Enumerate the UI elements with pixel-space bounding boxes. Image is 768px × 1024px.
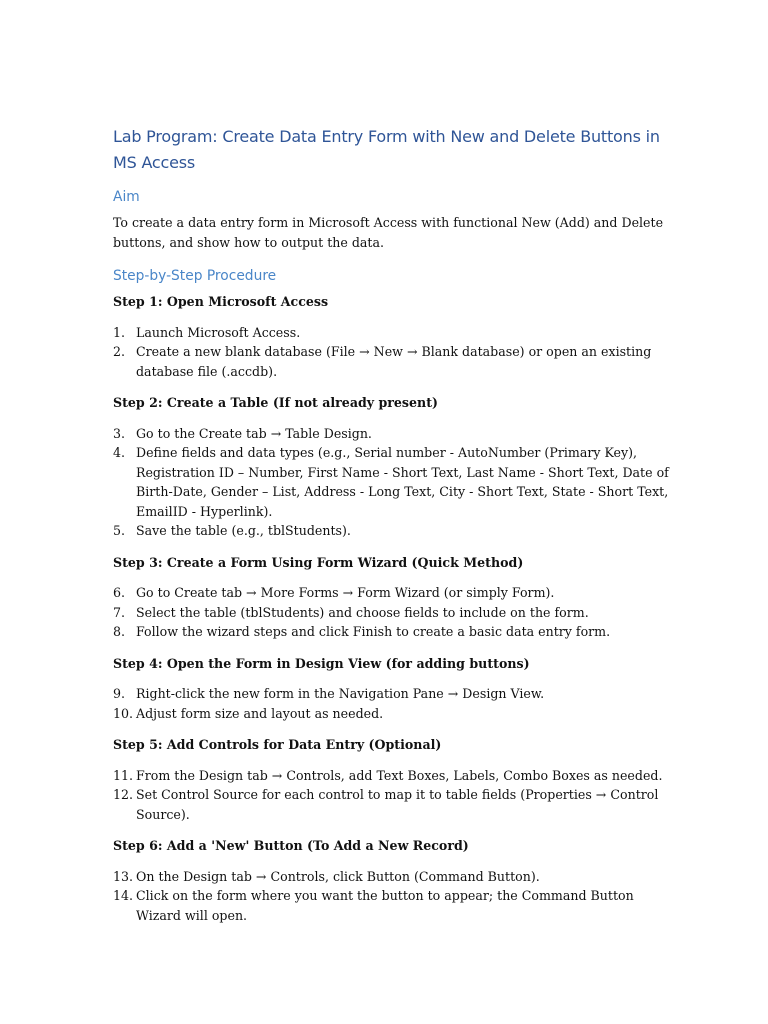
list-item (113, 583, 673, 603)
document-page (113, 124, 673, 937)
list-item (113, 443, 673, 521)
list-item-text: Set Control Source for each control to map it to table fields (Properties → Control Source). (136, 787, 659, 822)
aim-heading: Aim (113, 189, 140, 205)
step-list (113, 424, 673, 541)
list-item-number: 11. (113, 767, 134, 783)
step-list (113, 766, 673, 825)
list-item-text: Create a new blank database (File → New → Blank database) or open an existing database file (.accdb). (136, 344, 652, 379)
list-item (113, 766, 673, 786)
list-item-text: Select the table (tblStudents) and choose fields to include on the form. (136, 604, 589, 620)
procedure-heading: Step-by-Step Procedure (113, 268, 277, 284)
list-item-number: 9. (113, 686, 126, 701)
procedure-steps (113, 292, 673, 925)
step-heading: Step 3: Create a Form Using Form Wizard (Quick Method) (113, 554, 524, 570)
list-item-text: Save the table (e.g., tblStudents). (136, 523, 351, 538)
list-item-text: Adjust form size and layout as needed. (136, 705, 384, 721)
list-item-number: 8. (113, 624, 126, 639)
list-item (113, 785, 673, 824)
list-item-number: 14. (113, 888, 134, 903)
list-item-number: 1. (113, 324, 126, 340)
list-item (113, 704, 673, 724)
list-item-number: 7. (113, 604, 126, 620)
list-item (113, 342, 673, 381)
step-heading: Step 4: Open the Form in Design View (for adding buttons) (113, 655, 530, 671)
list-item-text: On the Design tab → Controls, click Button (Command Button). (136, 868, 540, 884)
step-list (113, 323, 673, 382)
list-item-number: 3. (113, 425, 126, 441)
list-item-text: Launch Microsoft Access. (136, 324, 301, 340)
list-item (113, 886, 673, 925)
step-list (113, 684, 673, 723)
list-item-text: From the Design tab → Controls, add Text Boxes, Labels, Combo Boxes as needed. (136, 767, 663, 783)
list-item-text: Go to Create tab → More Forms → Form Wizard (or simply Form). (136, 585, 555, 600)
list-item-text: Define fields and data types (e.g., Serial number - AutoNumber (Primary Key), Registration ID – Number, First Name - Short Text, Last Name - Short Text, Date of Birth-Date, Gender – List, Address - Long Text, City - Short Text, State - Short Text, EmailID - Hyperlink). (136, 445, 669, 519)
document-title: Lab Program: Create Data Entry Form with New and Delete Buttons in MS Access (113, 127, 660, 172)
list-item-number: 2. (113, 344, 126, 359)
aim-text: To create a data entry form in Microsoft Access with functional New (Add) and Delete buttons, and show how to output the data. (113, 215, 664, 250)
list-item-number: 6. (113, 585, 126, 600)
list-item (113, 684, 673, 704)
list-item-text: Go to the Create tab → Table Design. (136, 425, 372, 441)
step-heading: Step 2: Create a Table (If not already present) (113, 395, 438, 410)
list-item-number: 13. (113, 868, 134, 884)
list-item-number: 4. (113, 445, 126, 460)
list-item-text: Click on the form where you want the button to appear; the Command Button Wizard will open. (136, 888, 634, 923)
list-item (113, 603, 673, 623)
step-heading: Step 1: Open Microsoft Access (113, 294, 329, 309)
list-item-text: Follow the wizard steps and click Finish to create a basic data entry form. (136, 624, 611, 639)
step-heading: Step 6: Add a 'New' Button (To Add a New Record) (113, 838, 469, 853)
list-item (113, 867, 673, 887)
list-item (113, 521, 673, 541)
list-item (113, 622, 673, 642)
list-item (113, 323, 673, 343)
list-item-number: 5. (113, 523, 126, 538)
step-heading: Step 5: Add Controls for Data Entry (Optional) (113, 737, 442, 752)
list-item-number: 12. (113, 787, 134, 802)
step-list (113, 867, 673, 926)
step-list (113, 583, 673, 642)
list-item (113, 424, 673, 444)
list-item-number: 10. (113, 705, 134, 721)
list-item-text: Right-click the new form in the Navigation Pane → Design View. (136, 686, 545, 701)
